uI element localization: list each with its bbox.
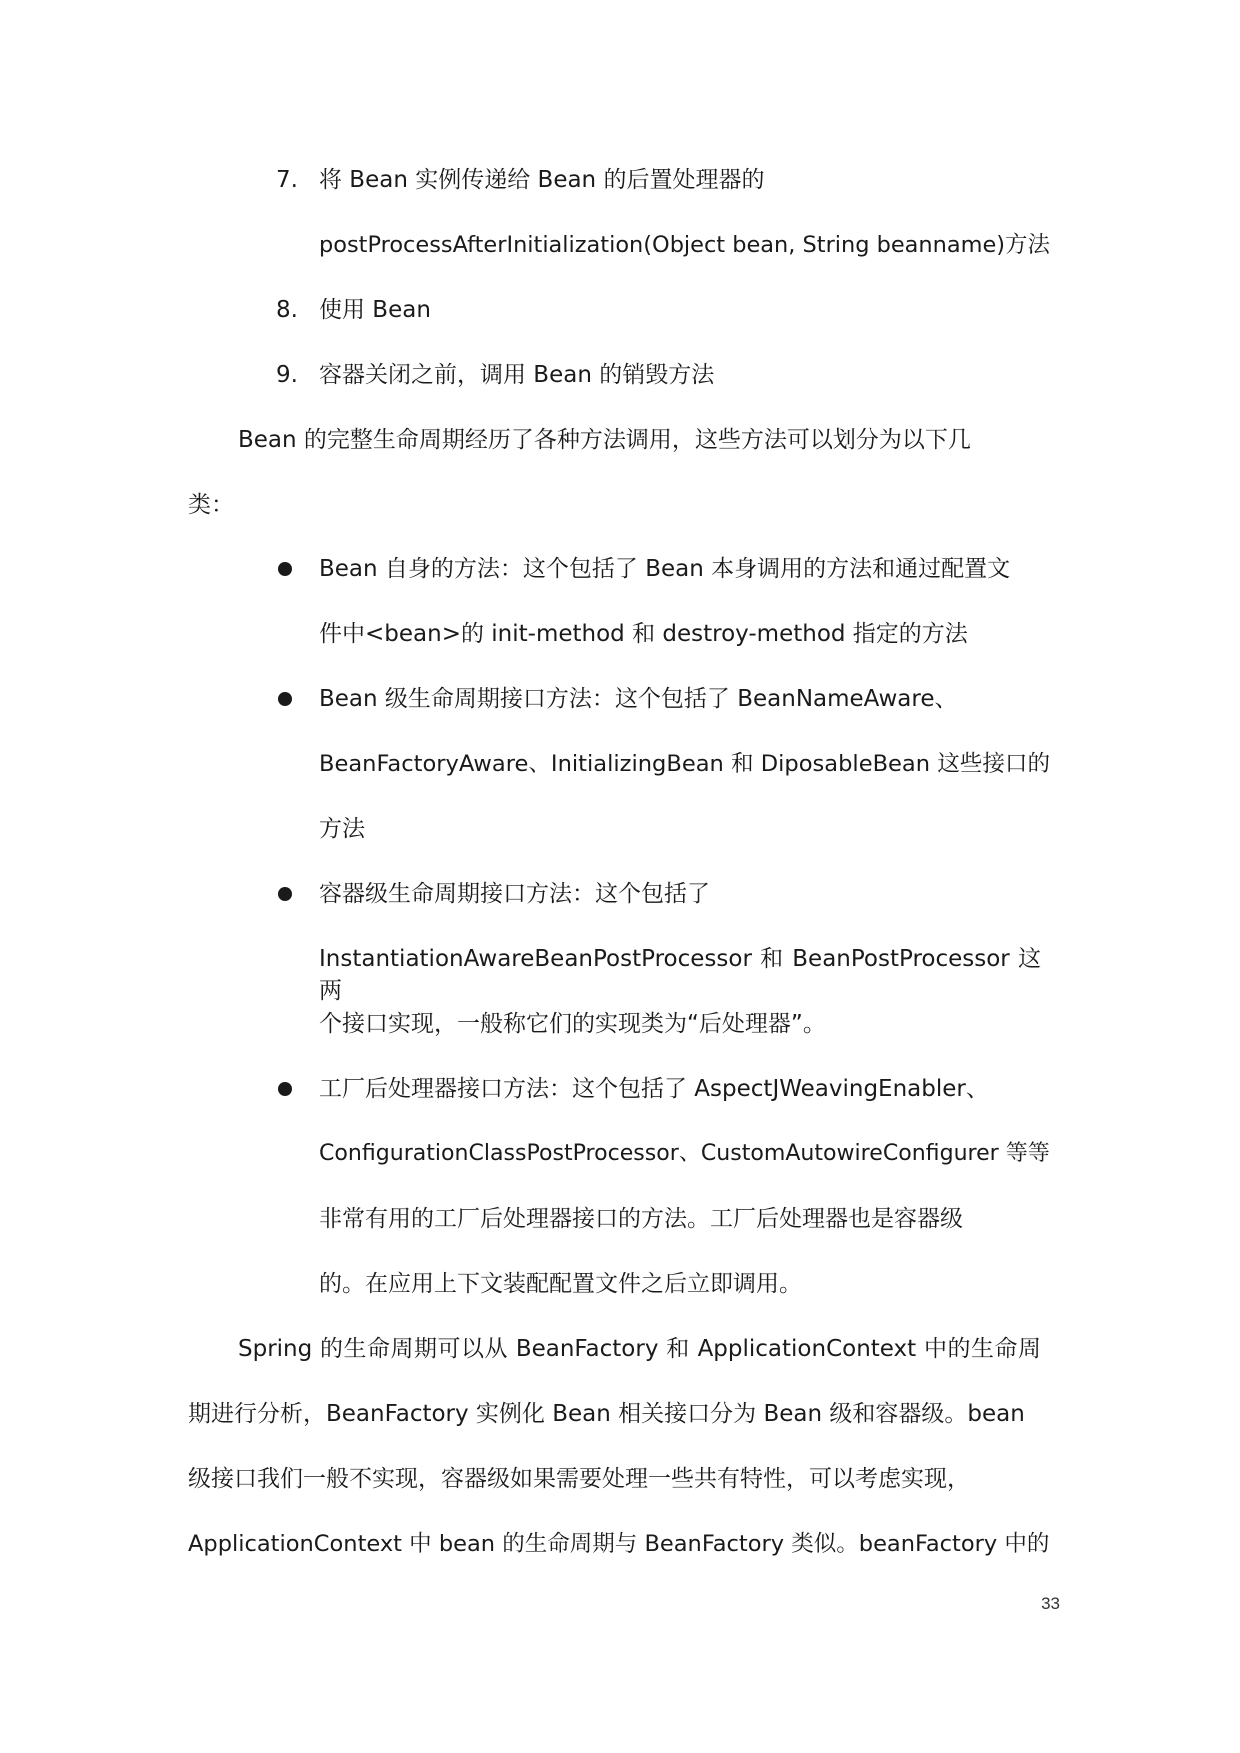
paragraph-line: Spring 的生命周期可以从 BeanFactory 和 ApplicationContext 中的生命周 — [238, 1336, 1041, 1362]
bullet-text: 的。在应用上下文装配配置文件之后立即调用。 — [319, 1271, 802, 1297]
bullet-text: ConfigurationClassPostProcessor、CustomAutowireConfigurer 等等 — [319, 1141, 1050, 1166]
bullet-text: InstantiationAwareBeanPostProcessor 和 BeanPostProcessor 这两 — [319, 946, 1041, 1004]
list-item-text: 使用 Bean — [319, 297, 431, 323]
bullet-text: 件中<bean>的 init-method 和 destroy-method 指定的方法 — [319, 621, 968, 647]
bullet-text: 工厂后处理器接口方法：这个包括了 AspectJWeavingEnabler、 — [319, 1076, 989, 1102]
paragraph-line: 期进行分析，BeanFactory 实例化 Bean 相关接口分为 Bean 级和容器级。bean — [188, 1401, 1025, 1427]
bullet-dot — [278, 1082, 292, 1096]
paragraph-line: ApplicationContext 中 bean 的生命周期与 BeanFactory 类似。beanFactory 中的 — [188, 1531, 1050, 1557]
bullet-dot — [278, 692, 292, 706]
bullet-text: 容器级生命周期接口方法：这个包括了 — [319, 881, 710, 907]
bullet-text: 个接口实现，一般称它们的实现类为“后处理器”。 — [319, 1011, 826, 1037]
list-number: 7. — [276, 167, 298, 193]
bullet-text: 方法 — [319, 816, 365, 842]
bullet-text: 非常有用的工厂后处理器接口的方法。工厂后处理器也是容器级 — [319, 1206, 963, 1232]
list-item-text: 将 Bean 实例传递给 Bean 的后置处理器的 — [319, 167, 765, 193]
list-item-text: postProcessAfterInitialization(Object bean, String beanname)方法 — [319, 232, 1050, 258]
list-number: 8. — [276, 297, 298, 323]
bullet-text: BeanFactoryAware、InitializingBean 和 DiposableBean 这些接口的 — [319, 751, 1051, 777]
paragraph-line: Bean 的完整生命周期经历了各种方法调用，这些方法可以划分为以下几 — [238, 427, 971, 453]
paragraph-line: 类： — [188, 492, 234, 518]
list-item-text: 容器关闭之前，调用 Bean 的销毁方法 — [319, 362, 715, 388]
bullet-text: Bean 自身的方法：这个包括了 Bean 本身调用的方法和通过配置文 — [319, 556, 1011, 582]
list-number: 9. — [276, 362, 298, 388]
bullet-text: Bean 级生命周期接口方法：这个包括了 BeanNameAware、 — [319, 686, 958, 712]
bullet-dot — [278, 562, 292, 576]
page-number: 33 — [1041, 1594, 1060, 1613]
bullet-dot — [278, 887, 292, 901]
paragraph-line: 级接口我们一般不实现，容器级如果需要处理一些共有特性，可以考虑实现， — [188, 1466, 970, 1492]
